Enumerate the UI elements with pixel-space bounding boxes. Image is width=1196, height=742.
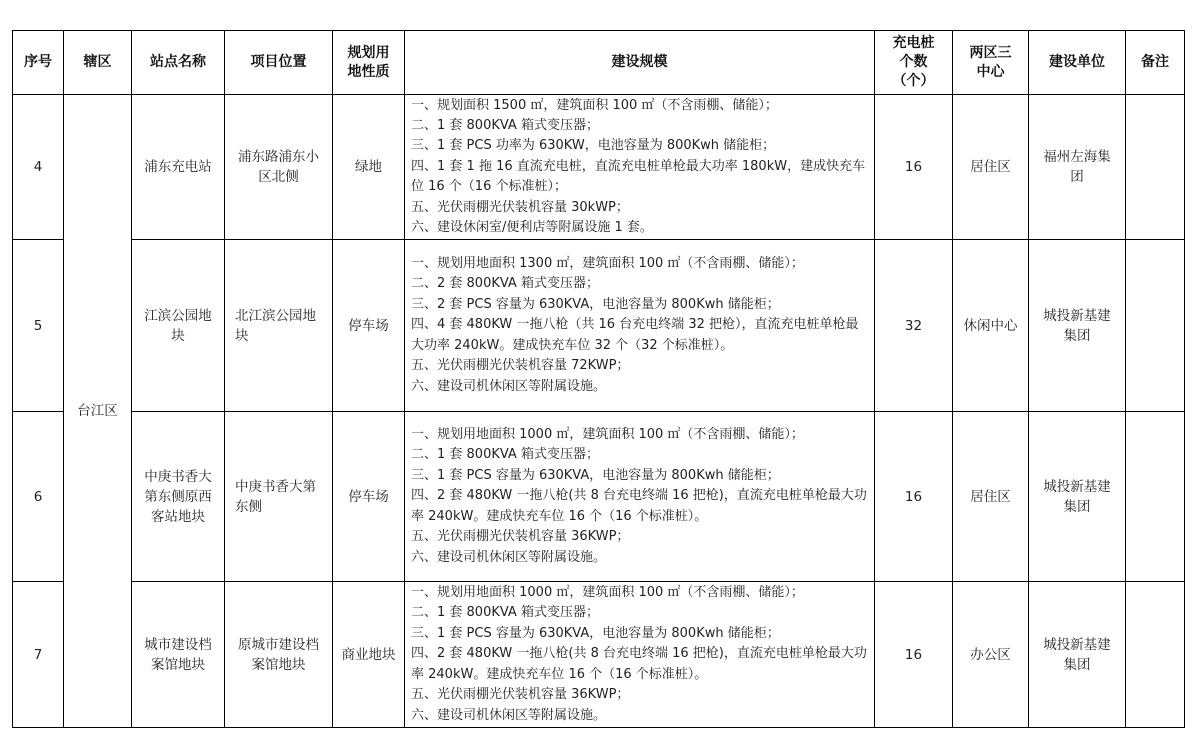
scale-item: 五、光伏雨棚光伏装机容量 36KWP；	[411, 529, 630, 545]
scale-item: 三、1 套 PCS 功率为 630KW，电池容量为 800Kwh 储能柜；	[411, 138, 776, 154]
header-builder: 建设单位	[1029, 31, 1126, 95]
header-zone	[953, 31, 1029, 95]
row-builder: 福州左海集团	[1029, 95, 1126, 240]
header-zone-line1: 两区三	[969, 44, 1012, 61]
row-seq: 6	[13, 412, 64, 582]
header-scale: 建设规模	[405, 31, 875, 95]
header-seq: 序号	[13, 31, 64, 95]
row-seq: 7	[13, 582, 64, 728]
scale-item: 三、1 套 PCS 容量为 630KVA，电池容量为 800Kwh 储能柜；	[411, 625, 780, 641]
row-land: 停车场	[333, 240, 405, 412]
header-district: 辖区	[64, 31, 132, 95]
row-station: 江滨公园地块	[132, 240, 225, 412]
row-station: 浦东充电站	[132, 95, 225, 240]
scale-item: 五、光伏雨棚光伏装机容量 36KWP；	[411, 687, 630, 703]
scale-item: 二、2 套 800KVA 箱式变压器；	[411, 276, 599, 292]
scale-item: 五、光伏雨棚光伏装机容量 30kWP；	[411, 199, 629, 215]
table-header-row	[13, 31, 1185, 95]
header-land	[333, 31, 405, 95]
header-remarks: 备注	[1126, 31, 1185, 95]
row-location: 浦东路浦东小区北侧	[225, 95, 333, 240]
district-cell: 台江区	[64, 95, 132, 728]
header-count-line1: 充电桩	[892, 35, 935, 51]
row-zone: 休闲中心	[953, 240, 1029, 412]
scale-item: 六、建设休闲室/便利店等附属设施 1 套。	[411, 220, 653, 236]
scale-item: 六、建设司机休闲区等附属设施。	[411, 707, 607, 723]
row-land: 绿地	[333, 95, 405, 240]
table-row	[13, 240, 1185, 412]
row-land: 商业地块	[333, 582, 405, 728]
row-zone: 居住区	[953, 412, 1029, 582]
header-land-line2: 地性质	[347, 63, 390, 80]
scale-item: 二、1 套 800KVA 箱式变压器；	[411, 447, 599, 463]
row-scale	[405, 95, 875, 240]
row-location: 原城市建设档案馆地块	[225, 582, 333, 728]
row-builder: 城投新基建集团	[1029, 582, 1126, 728]
row-station: 中庚书香大第东侧原西客站地块	[132, 412, 225, 582]
table-row	[13, 582, 1185, 728]
row-scale	[405, 412, 875, 582]
row-count: 32	[875, 240, 953, 412]
row-builder: 城投新基建集团	[1029, 240, 1126, 412]
scale-item: 六、建设司机休闲区等附属设施。	[411, 549, 607, 565]
scale-item: 五、光伏雨棚光伏装机容量 72KWP；	[411, 358, 630, 374]
row-land: 停车场	[333, 412, 405, 582]
scale-item: 四、4 套 480KW 一拖八枪（共 16 台充电终端 32 把枪），直流充电桩单枪最大功率 240kW。建成快充车位 32 个（32 个标准桩）。	[411, 317, 859, 353]
scale-item: 六、建设司机休闲区等附属设施。	[411, 378, 607, 394]
row-seq: 4	[13, 95, 64, 240]
row-location: 北江滨公园地块	[225, 240, 333, 412]
row-seq: 5	[13, 240, 64, 412]
scale-item: 三、2 套 PCS 容量为 630KVA，电池容量为 800Kwh 储能柜；	[411, 296, 780, 312]
header-station: 站点名称	[132, 31, 225, 95]
row-count: 16	[875, 582, 953, 728]
header-location: 项目位置	[225, 31, 333, 95]
scale-item: 一、规划用地面积 1000 ㎡，建筑面积 100 ㎡（不含雨棚、储能）；	[411, 585, 804, 601]
scale-item: 一、规划面积 1500 ㎡，建筑面积 100 ㎡（不含雨棚、储能）；	[411, 97, 778, 113]
scale-item: 四、2 套 480KW 一拖八枪(共 8 台充电终端 16 把枪)，直流充电桩单枪最大功率 240kW。建成快充车位 16 个（16 个标准桩）。	[411, 646, 867, 682]
scale-item: 二、1 套 800KVA 箱式变压器；	[411, 117, 599, 133]
row-zone: 办公区	[953, 582, 1029, 728]
header-zone-line2: 中心	[976, 63, 1005, 80]
header-land-line1: 规划用	[347, 44, 390, 61]
row-builder: 城投新基建集团	[1029, 412, 1126, 582]
scale-item: 三、1 套 PCS 容量为 630KVA，电池容量为 800Kwh 储能柜；	[411, 467, 780, 483]
row-scale	[405, 582, 875, 728]
scale-item: 二、1 套 800KVA 箱式变压器；	[411, 605, 599, 621]
row-count: 16	[875, 95, 953, 240]
row-location: 中庚书香大第东侧	[225, 412, 333, 582]
charging-station-table	[12, 30, 1185, 728]
table-row	[13, 412, 1185, 582]
header-count	[875, 31, 953, 95]
row-remarks	[1126, 95, 1185, 240]
row-remarks	[1126, 240, 1185, 412]
header-count-line2: 个数	[899, 54, 928, 70]
row-scale	[405, 240, 875, 412]
scale-item: 四、1 套 1 拖 16 直流充电桩，直流充电桩单枪最大功率 180kW，建成快充车位 16 个（16 个标准桩）；	[411, 158, 866, 195]
scale-item: 一、规划用地面积 1000 ㎡，建筑面积 100 ㎡（不含雨棚、储能）；	[411, 427, 804, 443]
row-zone: 居住区	[953, 95, 1029, 240]
scale-item: 一、规划用地面积 1300 ㎡，建筑面积 100 ㎡（不含雨棚、储能）；	[411, 256, 804, 272]
header-count-line3: （个）	[892, 73, 935, 89]
table-row	[13, 95, 1185, 240]
row-station: 城市建设档案馆地块	[132, 582, 225, 728]
row-remarks	[1126, 412, 1185, 582]
row-count: 16	[875, 412, 953, 582]
scale-item: 四、2 套 480KW 一拖八枪(共 8 台充电终端 16 把枪)，直流充电桩单枪最大功率 240kW。建成快充车位 16 个（16 个标准桩）。	[411, 488, 867, 524]
row-remarks	[1126, 582, 1185, 728]
